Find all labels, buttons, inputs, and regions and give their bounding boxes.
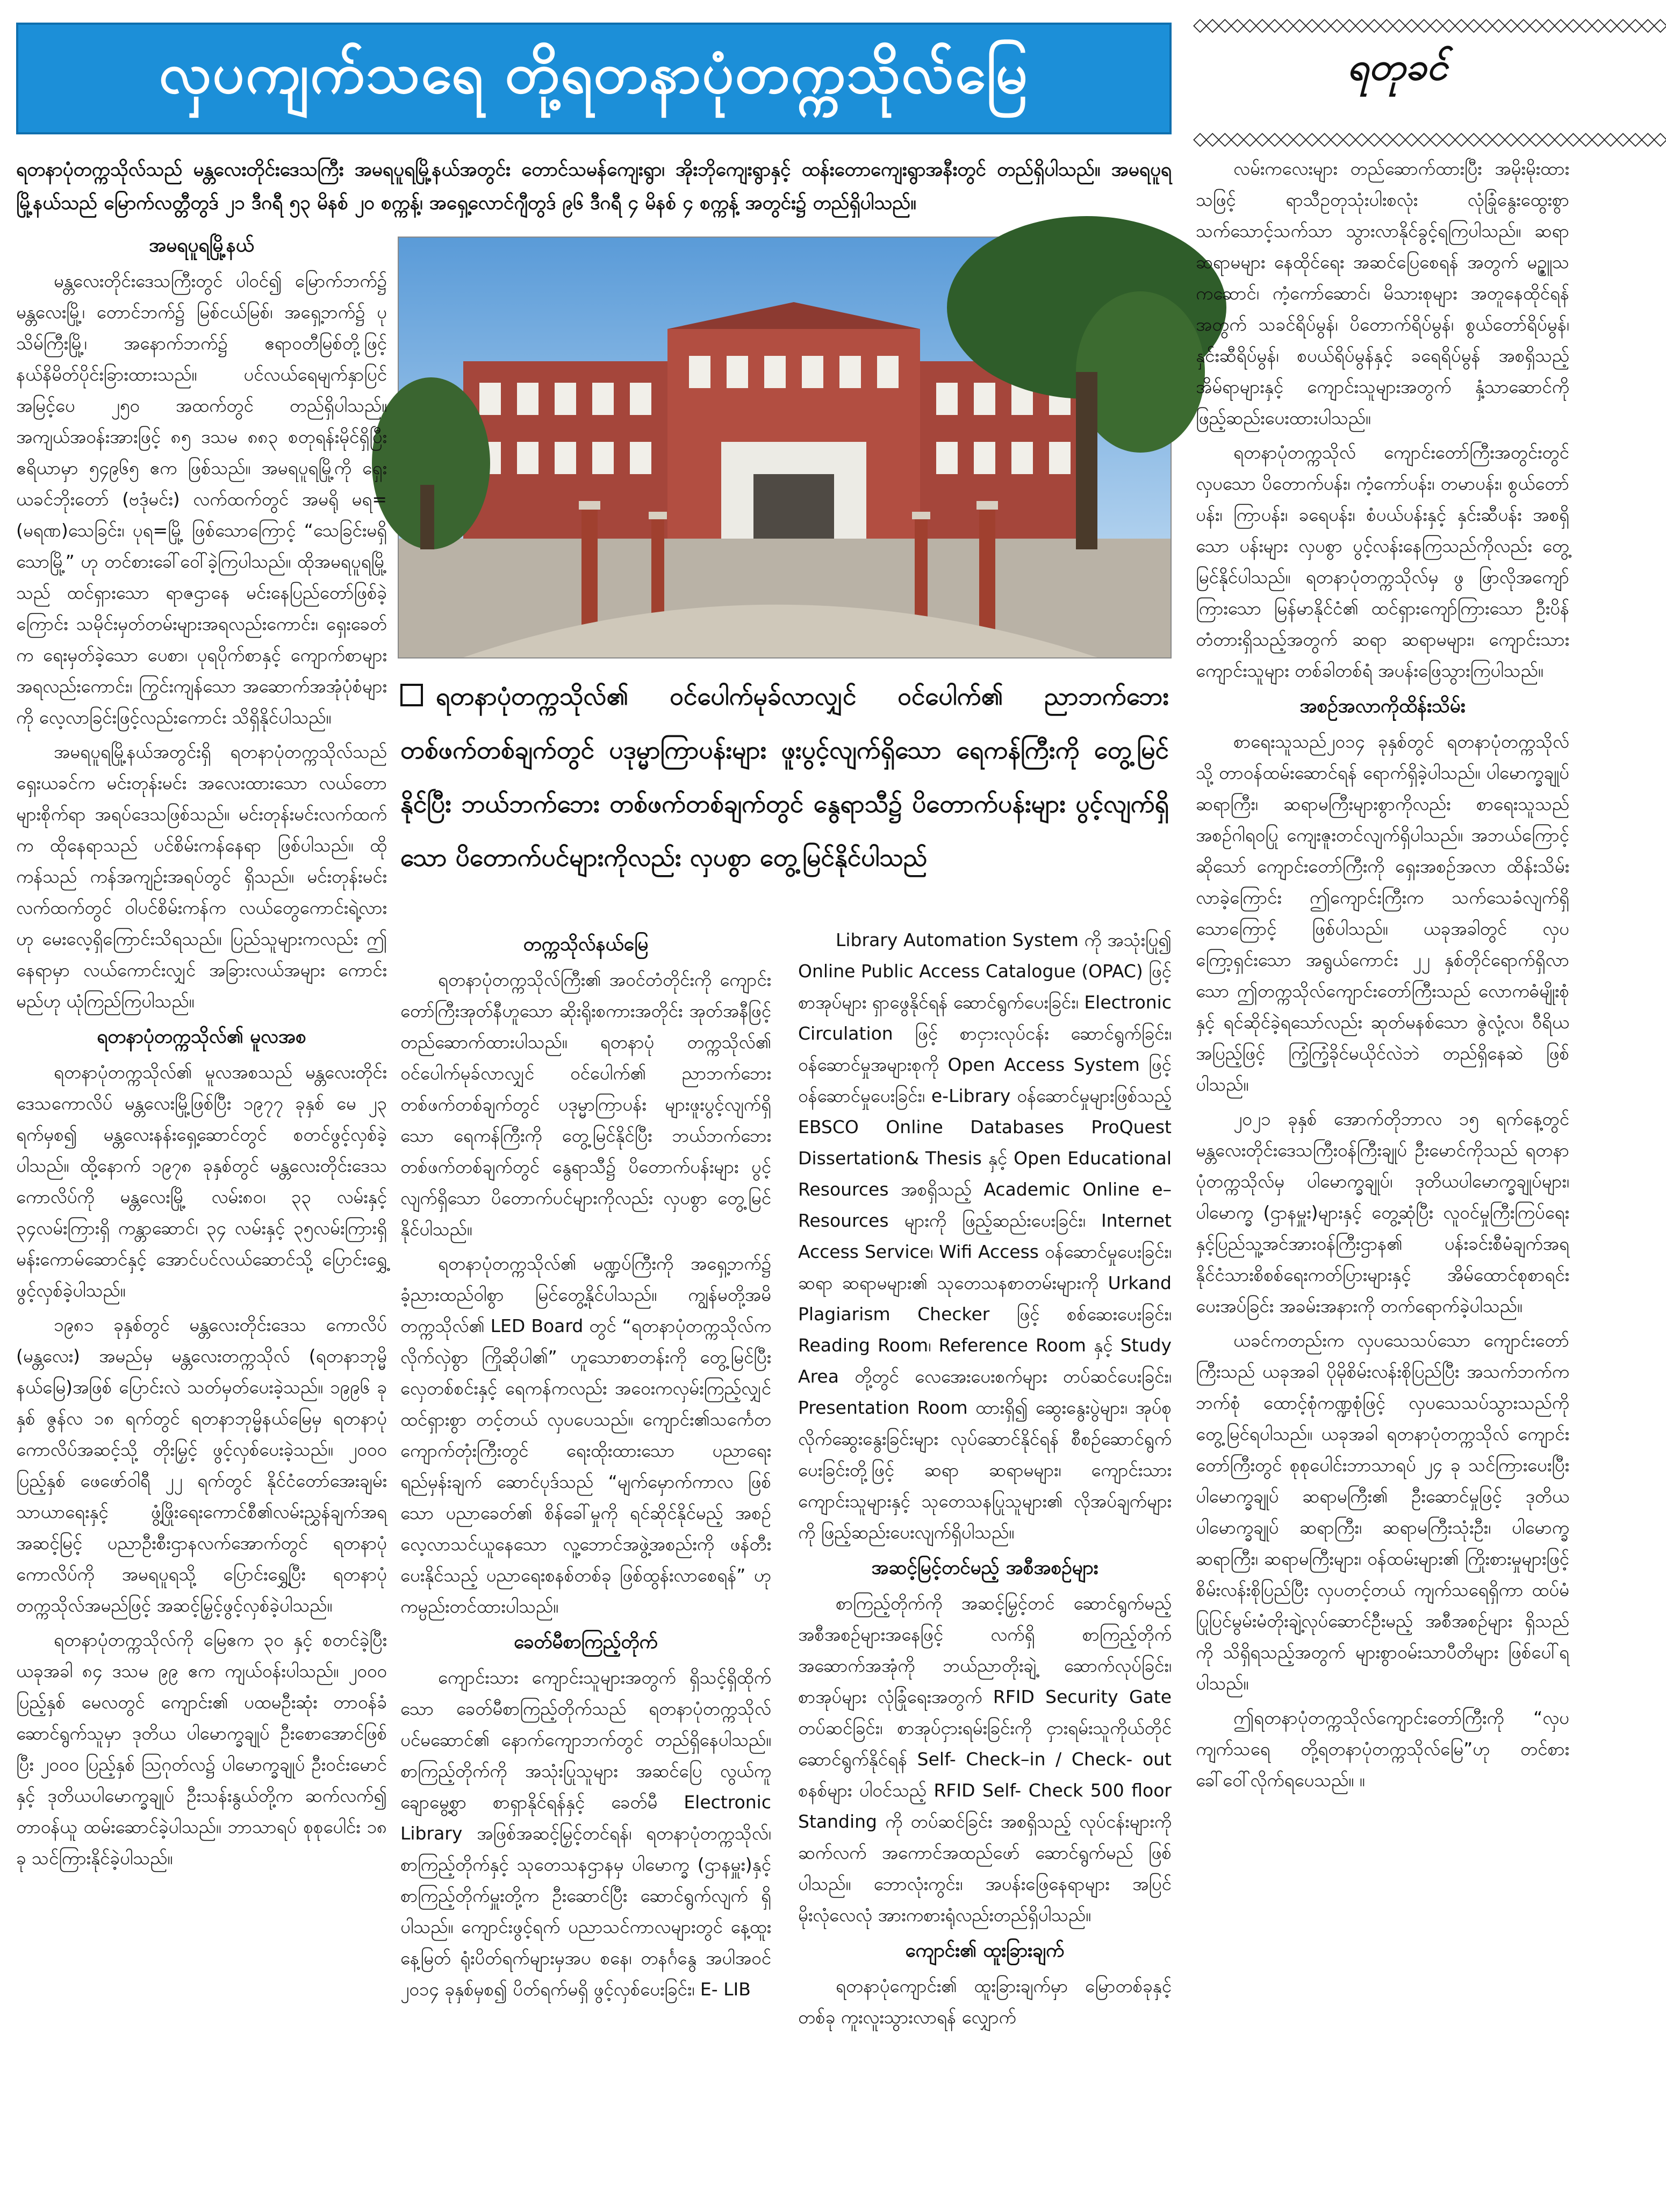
subhead-library: ခေတ်မီစာကြည့်တိုက် [514, 1631, 658, 1653]
column-3-paragraph: စာကြည့်တိုက်ကို အဆင့်မြှင့်တင် ဆောင်ရွက်မည့် အစီအစဉ်များအနေဖြင့် လက်ရှိ စာကြည့်တိုက် အဆောက်အအုံကို ဘယ်ညာတိုးချဲ့ ဆောက်လုပ်ခြင်း၊ စာအုပ်များ လုံခြုံရေးအတွက် RFID Security Gate တပ်ဆင်ခြင်း၊ စာအုပ်ငှားရမ်းခြင်းကို ငှားရမ်းသူကိုယ်တိုင် ဆောင်ရွက်နိုင်ရန် Self- Check–in / Check- out စနစ်များ ပါဝင်သည့် RFID Self- Check 500 floor Standing ကို တပ်ဆင်ခြင်း အစရှိသည့် လုပ်ငန်းများကို ဆက်လက် အကောင်အထည်ဖော် ဆောင်ရွက်မည် ဖြစ်ပါသည်။ ဘောလုံးကွင်း၊ အပန်းဖြေနေရာများ အပြင် မိုးလုံလေလုံ အားကစားရုံလည်းတည်ရှိပါသည်။ [798, 1593, 1172, 1925]
column-3-paragraph: ရတနာပုံကျောင်း၏ ထူးခြားချက်မှာ မြောတစ်ခုနှင့်တစ်ခု ကူးလူးသွားလာရန် လျှောက် [798, 1975, 1172, 2028]
column-1-paragraph: မန္တလေးတိုင်းဒေသကြီးတွင် ပါဝင်၍ မြောက်ဘက်၌ မန္တလေးမြို့၊ တောင်ဘက်၌ မြစ်ငယ်မြစ်၊ အရှေ့ဘက်၌ ပုသိမ်ကြီးမြို့၊ အနောက်ဘက်၌ ဧရာဝတီမြစ်တို့ဖြင့် နယ်နိမိတ်ပိုင်းခြားထားသည်။ ပင်လယ်ရေမျက်နှာပြင် အမြင့်ပေ ၂၅၀ အထက်တွင် တည်ရှိပါသည်။ အကျယ်အဝန်းအားဖြင့် ၈၅ ဒသမ ၈၈၃ စတုရန်းမိုင်ရှိပြီး ဧရိယာမှာ ၅၄၉၆၅ ဧက ဖြစ်သည်။ အမရပူရမြို့ကို ရှေးယခင်ဘိုးတော် (ဗဒုံမင်း) လက်ထက်တွင် အမရို မရ= (မရဏ)သေခြင်း၊ ပုရ=မြို့ ဖြစ်သောကြောင့် “သေခြင်းမရှိသောမြို့” ဟု တင်စားခေါ်ဝေါ်ခဲ့ကြပါသည်။ ထိုအမရပူရမြို့သည် ထင်ရှားသော ရာဇဌာနေ မင်းနေပြည်တော်ဖြစ်ခဲ့ကြောင်း သမိုင်းမှတ်တမ်းများအရလည်းကောင်း၊ ရှေးခေတ်က ရေးမှတ်ခဲ့သော ပေစာ၊ ပုရပိုက်စာနှင့် ကျောက်စာများအရလည်းကောင်း၊ ကြွင်းကျန်သော အဆောက်အအုံပုံစံများကို လေ့လာခြင်းဖြင့်လည်းကောင်း သိရှိနိုင်ပါသည်။ [16, 270, 387, 728]
column-1-paragraph: ရတနာပုံတက္ကသိုလ်ကို မြေဧက ၃၀ နှင့် စတင်ခဲ့ပြီး ယခုအခါ ၈၄ ဒသမ ၉၉ ဧက ကျယ်ဝန်းပါသည်။ ၂၀၀၀ ပြည့်နှစ် မေလတွင် ကျောင်း၏ ပထမဦးဆုံး တာဝန်ခံဆောင်ရွက်သူမှာ ဒုတိယ ပါမောက္ခချုပ် ဦးစောအောင်ဖြစ်ပြီး ၂၀၀၀ ပြည့်နှစ် ဩဂုတ်လ၌ ပါမောက္ခချုပ် ဦးဝင်းမောင်နှင့် ဒုတိယပါမောက္ခချုပ် ဦးသန်းနွယ်တို့က ဆက်လက်၍ တာဝန်ယူ ထမ်းဆောင်ခဲ့ပါသည်။ ဘာသာရပ် စုစုပေါင်း ၁၈ ခု သင်ကြားနိုင်ခဲ့ပါသည်။ [16, 1629, 387, 1869]
author-byline: ရတုခင် [1347, 45, 1448, 89]
top-ornament-border: ◇◇◇◇◇◇◇◇◇◇◇◇◇◇◇◇◇◇◇◇◇◇◇◇◇◇◇◇◇◇◇◇◇◇◇◇◇◇ [1193, 14, 1666, 35]
campus-building-photo [398, 237, 1172, 658]
column-1-paragraph: ၁၉၈၁ ခုနှစ်တွင် မန္တလေးတိုင်းဒေသ ကောလိပ် (မန္တလေး) အမည်မှ မန္တလေးတက္ကသိုလ် (ရတနာဘုမ္မိနယ်မြေ)အဖြစ် ပြောင်းလဲ သတ်မှတ်ပေးခဲ့သည်။ ၁၉၉၆ ခုနှစ် ဇွန်လ ၁၈ ရက်တွင် ရတနာဘုမ္မိနယ်မြေမှ ရတနာပုံကောလိပ်အဆင့်သို့ တိုးမြှင့် ဖွင့်လှစ်ပေးခဲ့သည်။ ၂၀၀၀ ပြည့်နှစ် ဖေဖော်ဝါရီ ၂၂ ရက်တွင် နိုင်ငံတော်အေးချမ်းသာယာရေးနှင့် ဖွံ့ဖြိုးရေးကောင်စီ၏လမ်းညွှန်ချက်အရ အဆင့်မြင့် ပညာဦးစီးဌာနလက်အောက်တွင် ရတနာပုံ ကောလိပ်ကို အမရပူရသို့ ပြောင်းရွှေ့ပြီး ရတနာပုံ တက္ကသိုလ်အမည်ဖြင့် အဆင့်မြှင့်ဖွင့်လှစ်ခဲ့ပါသည်။ [16, 1314, 387, 1616]
column-1-paragraph: အမရပူရမြို့နယ်အတွင်းရှိ ရတနာပုံတက္ကသိုလ်သည် ရှေးယခင်က မင်းတုန်းမင်း အလေးထားသော လယ်တောများစိုက်ရာ အရပ်ဒေသဖြစ်သည်။ မင်းတုန်းမင်းလက်ထက်က ထိုနေရာသည် ပင်စိမ်းကန်နေရာ ဖြစ်ပါသည်။ ထိုကန်သည် ကန်အကျဉ်းအရပ်တွင် ရှိသည်။ မင်းတုန်းမင်းလက်ထက်တွင် ဝါပင်စိမ်းကန်က လယ်တွေကောင်းရဲ့လားဟု မေးလေ့ရှိကြောင်းသိရသည်။ ပြည်သူများကလည်း ဤနေရာမှာ လယ်ကောင်းလျှင် အခြားလယ်အများ ကောင်းမည်ဟု ယုံကြည်ကြပါသည်။ [16, 741, 387, 1012]
article-title: လှပကျက်သရေ တို့ရတနာပုံတက္ကသိုလ်မြေ [159, 40, 1029, 106]
photo-caption [400, 669, 1169, 884]
column-4 [1196, 153, 1569, 1799]
subhead-tradition: အစဉ်အလာကိုထိန်းသိမ်း [1299, 696, 1466, 717]
column-2 [400, 925, 771, 2008]
column-4-paragraph: ဤရတနာပုံတက္ကသိုလ်ကျောင်းတော်ကြီးကို “လှပကျက်သရေ တို့ရတနာပုံတက္ကသိုလ်မြေ”ဟု တင်စားခေါ်ဝေါ်လိုက်ရပေသည်။ ။ [1196, 1707, 1569, 1791]
subhead-special-feature: ကျောင်း၏ ထူးခြားချက် [905, 1940, 1065, 1962]
headline-banner [16, 23, 1172, 134]
subhead-origin: ရတနာပုံတက္ကသိုလ်၏ မူလအစ [97, 1026, 306, 1048]
column-2-paragraph: ကျောင်းသား ကျောင်းသူများအတွက် ရှိသင့်ရှိထိုက်သော ခေတ်မီစာကြည့်တိုက်သည် ရတနာပုံတက္ကသိုလ် ပင်မဆောင်၏ နောက်ကျောဘက်တွင် တည်ရှိနေပါသည်။ စာကြည့်တိုက်ကို အသုံးပြုသူများ အဆင်ပြေ လွယ်ကူချောမွေ့စွာ စာရှာနိုင်ရန်နှင့် ခေတ်မီ Electronic Library အဖြစ်အဆင့်မြှင့်တင်ရန်၊ ရတနာပုံတက္ကသိုလ်၊ စာကြည့်တိုက်နှင့် သုတေသနဌာနမှ ပါမောက္ခ (ဌာနမှူး)နှင့် စာကြည့်တိုက်မှူးတို့က ဦးဆောင်ပြီး ဆောင်ရွက်လျက် ရှိပါသည်။ ကျောင်းဖွင့်ရက် ပညာသင်ကာလများတွင် နေ့ထူးနေ့မြတ် ရုံးပိတ်ရက်များမှအပ စနေ၊ တနင်္ဂနွေ အပါအဝင် ၂၀၁၄ ခုနှစ်မှစ၍ ပိတ်ရက်မရှိ ဖွင့်လှစ်ပေးခြင်း၊ E- LIB [400, 1667, 771, 2000]
subhead-future-plans: အဆင့်မြင့်တင်မည့် အစီအစဉ်များ [871, 1557, 1098, 1579]
column-1-paragraph: ရတနာပုံတက္ကသိုလ်၏ မူလအစသည် မန္တလေးတိုင်း ဒေသကောလိပ် မန္တလေးမြို့ဖြစ်ပြီး ၁၉၇၇ ခုနှစ် မေ ၂၃ ရက်မှစ၍ မန္တလေးနန်းရှေ့ဆောင်တွင် စတင်ဖွင့်လှစ်ခဲ့ပါသည်။ ထို့နောက် ၁၉၇၈ ခုနှစ်တွင် မန္တလေးတိုင်းဒေသကောလိပ်ကို မန္တလေးမြို့ လမ်း၈၀၊ ၃၃ လမ်းနှင့် ၃၄လမ်းကြားရှိ ကန္တာဆောင်၊ ၃၄ လမ်းနှင့် ၃၅လမ်းကြားရှိ မန်းကောမ်ဆောင်နှင့် အောင်ပင်လယ်ဆောင်သို့ ပြောင်းရွှေ့ ဖွင့်လှစ်ခဲ့ပါသည်။ [16, 1062, 387, 1301]
column-4-paragraph: ယခင်ကတည်းက လှပသေသပ်သော ကျောင်းတော်ကြီးသည် ယခုအခါ ပိုမိုစိမ်းလန်းစိုပြည်ပြီး အသက်ဘက်က ဘက်စုံ ထောင့်စုံကဏ္ဍစုံဖြင့် လှပသေသပ်သွားသည်ကို တွေ့မြင်ရပါသည်။ ယခုအခါ ရတနာပုံတက္ကသိုလ် ကျောင်းတော်ကြီးတွင် စုစုပေါင်းဘာသာရပ် ၂၄ ခု သင်ကြားပေးပြီး ပါမောက္ခချုပ် ဆရာမကြီး၏ ဦးဆောင်မှုဖြင့် ဒုတိယ ပါမောက္ခချုပ် ဆရာကြီး၊ ဆရာမကြီးသုံးဦး၊ ပါမောက္ခ ဆရာကြီး၊ ဆရာမကြီးများ၊ ဝန်ထမ်းများ၏ ကြိုးစားမှုများဖြင့် စိမ်းလန်းစိုပြည်ပြီး လှပတင့်တယ် ကျက်သရေရှိကာ ထပ်မံ ပြုပြင်မွမ်းမံတိုးချဲ့လုပ်ဆောင်ဦးမည့် အစီအစဉ်များ ရှိသည်ကို သိရှိရသည့်အတွက် များစွာဝမ်းသာပီတိများ ဖြစ်ပေါ်ရပါသည်။ [1196, 1330, 1569, 1694]
column-2-paragraph: ရတနာပုံတက္ကသိုလ်၏ မဏ္ဍပ်ကြီးကို အရှေ့ဘက်၌ ခံ့ညားထည်ဝါစွာ မြင်တွေ့နိုင်ပါသည်။ ကျွန်မတို့အမိတက္ကသိုလ်၏ LED Board တွင် “ရတနာပုံတက္ကသိုလ်က လိုက်လှဲစွာ ကြိုဆိုပါ၏” ဟူသောစာတန်းကို တွေ့မြင်ပြီး လှေတစ်စင်းနှင့် ရေကန်ကလည်း အဝေးကလှမ်းကြည့်လျှင် ထင်ရှားစွာ တင့်တယ် လှပပေသည်။ ကျောင်း၏သင်္ကေတ ကျောက်တုံးကြီးတွင် ရေးထိုးထားသော ပညာရေး ရည်မှန်းချက် ဆောင်ပုဒ်သည် “မျက်မှောက်ကာလ ဖြစ်သော ပညာခေတ်၏ စိန်ခေါ်မှုကို ရင်ဆိုင်နိုင်မည့် အစဉ်လေ့လာသင်ယူနေသော လူ့ဘောင်အဖွဲ့အစည်းကို ဖန်တီးပေးနိုင်သည့် ပညာရေးစနစ်တစ်ခု ဖြစ်ထွန်းလာစေရန်” ဟု ကမ္ပည်းတင်ထားပါသည်။ [400, 1253, 771, 1617]
column-4-paragraph: လမ်းကလေးများ တည်ဆောက်ထားပြီး အမိုးမိုးထားသဖြင့် ရာသီဥတုသုံးပါးစလုံး လုံခြုံနွေးထွေးစွာ သက်သောင့်သက်သာ သွားလာနိုင်ခွင့်ရကြပါသည်။ ဆရာ ဆရာမများ နေထိုင်ရေး အဆင်ပြေစေရန် အတွက် မဥ္ဇူသကဆောင်၊ ကံ့ကော်ဆောင်၊ မိသားစုများ အတူနေထိုင်ရန်အတွက် သခင်ရိပ်မွန်၊ ပိတောက်ရိပ်မွန်၊ စွယ်တော်ရိပ်မွန်၊ နှင်းဆီရိပ်မွန်၊ စပယ်ရိပ်မွန်နှင့် ခရေရိပ်မွန် အစရှိသည့် အိမ်ရာများနှင့် ကျောင်းသူများအတွက် နှံ့သာဆောင်ကို ဖြည့်ဆည်းပေးထားပါသည်။ [1196, 158, 1569, 428]
subhead-amarapura: အမရပူရမြို့နယ် [149, 235, 254, 256]
column-1 [16, 226, 387, 1877]
caption-square-icon [400, 684, 423, 706]
column-3-paragraph: Library Automation System ကို အသုံးပြု၍ Online Public Access Catalogue (OPAC) ဖြင့် စာအုပ်များ ရှာဖွေနိုင်ရန် ဆောင်ရွက်ပေးခြင်း၊ Electronic Circulation ဖြင့် စာငှားလုပ်ငန်း ဆောင်ရွက်ခြင်း၊ ဝန်ဆောင်မှုအများစုကို Open Access System ဖြင့် ဝန်ဆောင်မှုပေးခြင်း၊ e-Library ဝန်ဆောင်မှုများဖြစ်သည့် EBSCO Online Databases ProQuest Dissertation& Thesis နှင့် Open Educational Resources အစရှိသည့် Academic Online e– Resources များကို ဖြည့်ဆည်းပေးခြင်း၊ Internet Access Service၊ Wifi Access ဝန်ဆောင်မှုပေးခြင်း၊ ဆရာ ဆရာမများ၏ သုတေသနစာတမ်းများကို Urkand Plagiarism Checker ဖြင့် စစ်ဆေးပေးခြင်း၊ Reading Room၊ Reference Room နှင့် Study Area တို့တွင် လေအေးပေးစက်များ တပ်ဆင်ပေးခြင်း၊ Presentation Room ထားရှိ၍ ဆွေးနွေးပွဲများ၊ အုပ်စုလိုက်ဆွေးနွေးခြင်းများ လုပ်ဆောင်နိုင်ရန် စီစဉ်ဆောင်ရွက်ပေးခြင်းတို့ဖြင့် ဆရာ ဆရာမများ၊ ကျောင်းသား ကျောင်းသူများနှင့် သုတေသနပြုသူများ၏ လိုအပ်ချက်များကို ဖြည့်ဆည်းပေးလျက်ရှိပါသည်။ [798, 929, 1172, 1543]
column-4-paragraph: စာရေးသူသည်၂၀၁၄ ခုနှစ်တွင် ရတနာပုံတက္ကသိုလ်သို့ တာဝန်ထမ်းဆောင်ရန် ရောက်ရှိခဲ့ပါသည်။ ပါမောက္ခချုပ်ဆရာကြီး၊ ဆရာမကြီးများစွာကိုလည်း စာရေးသူသည် အစဉ်ဂါရဝပြု ကျေးဇူးတင်လျက်ရှိပါသည်။ အဘယ်ကြောင့်ဆိုသော် ကျောင်းတော်ကြီးကို ရှေးအစဉ်အလာ ထိန်းသိမ်းလာခဲ့ကြောင်း ဤကျောင်းကြီးက သက်သေခံလျက်ရှိသောကြောင့် ဖြစ်ပါသည်။ ယခုအခါတွင် လှပကြော့ရှင်းသော အရွယ်ကောင်း ၂၂ နှစ်တိုင်ရောက်ရှိလာသော ဤတက္ကသိုလ်ကျောင်းတော်ကြီးသည် လောကဓံမျိုးစုံနှင့် ရင်ဆိုင်ခဲ့ရသော်လည်း ဆုတ်မနစ်သော ဇွဲလုံ့လ၊ ဝီရိယအပြည့်ဖြင့် ကြံ့ကြံ့ခိုင်မယိုင်လဲဘဲ တည်ရှိနေဆဲ ဖြစ်ပါသည်။ [1196, 731, 1569, 1095]
bottom-ornament-border: ◇◇◇◇◇◇◇◇◇◇◇◇◇◇◇◇◇◇◇◇◇◇◇◇◇◇◇◇◇◇◇◇◇◇◇◇◇◇ [1193, 128, 1666, 149]
column-4-paragraph: ရတနာပုံတက္ကသိုလ် ကျောင်းတော်ကြီးအတွင်းတွင် လှပသော ပိတောက်ပန်း၊ ကံ့ကော်ပန်း၊ တမာပန်း၊ စွယ်တော်ပန်း၊ ကြာပန်း၊ ခရေပန်း၊ စံပယ်ပန်းနှင့် နှင်းဆီပန်း အစရှိသော ပန်းများ လှပစွာ ပွင့်လန်းနေကြသည်ကိုလည်း တွေ့မြင်နိုင်ပါသည်။ ရတနာပုံတက္ကသိုလ်မှ ဖွ ဖြာလိုအကျော်ကြားသော မြန်မာနိုင်ငံ၏ ထင်ရှားကျော်ကြားသော ဦးပိန်တံတားရှိသည့်အတွက် ဆရာ ဆရာမများ၊ ကျောင်းသား ကျောင်းသူများ တစ်ခါတစ်ရံ အပန်းဖြေသွားကြပါသည်။ [1196, 442, 1569, 681]
column-3 [798, 925, 1172, 2036]
lead-paragraph: ရတနာပုံတက္ကသိုလ်သည် မန္တလေးတိုင်းဒေသကြီး အမရပူရမြို့နယ်အတွင်း တောင်သမန်ကျေးရွာ၊ အိုးဘိုကျေးရွာနှင့် ထန်းတောကျေးရွာအနီးတွင် တည်ရှိပါသည်။ အမရပူရမြို့နယ်သည် မြောက်လတ္တီတွဒ် ၂၁ ဒီဂရီ ၅၃ မိနစ် ၂၀ စက္ကန့်၊ အရှေ့လောင်ဂျီတွဒ် ၉၆ ဒီဂရီ ၄ မိနစ် ၄ စက္ကန့် အတွင်း၌ တည်ရှိပါသည်။ [16, 159, 1172, 214]
column-4-paragraph: ၂၀၂၁ ခုနှစ် အောက်တိုဘာလ ၁၅ ရက်နေ့တွင် မန္တလေးတိုင်းဒေသကြီးဝန်ကြီးချုပ် ဦးမောင်ကိုသည် ရတနာပုံတက္ကသိုလ်မှ ပါမောက္ခချုပ်၊ ဒုတိယပါမောက္ခချုပ်များ၊ ပါမောက္ခ (ဌာနမှူး)များနှင့် တွေ့ဆုံပြီး လူဝင်မှုကြီးကြပ်ရေးနှင့်ပြည်သူ့အင်အားဝန်ကြီးဌာန၏ ပန်းခင်းစီမံချက်အရ နိုင်ငံသားစိစစ်ရေးကတ်ပြားများနှင့် အိမ်ထောင်စုစာရင်းပေးအပ်ခြင်း အခမ်းအနားကို တက်ရောက်ခဲ့ပါသည်။ [1196, 1108, 1569, 1316]
photo-caption-text: ရတနာပုံတက္ကသိုလ်၏ ဝင်ပေါက်မုခ်လာလျှင် ဝင်ပေါက်၏ ညာဘက်ဘေး တစ်ဖက်တစ်ချက်တွင် ပဒုမ္မာကြာပန်းများ ဖူးပွင့်လျက်ရှိသော ရေကန်ကြီးကို တွေ့မြင်နိုင်ပြီး ဘယ်ဘက်ဘေး တစ်ဖက်တစ်ချက်တွင် နွေရာသီ၌ ပိတောက်ပန်းများ ပွင့်လျက်ရှိသော ပိတောက်ပင်များကိုလည်း လှပစွာ တွေ့မြင်နိုင်ပါသည် [400, 682, 1169, 872]
column-2-paragraph: ရတနာပုံတက္ကသိုလ်ကြီး၏ အဝင်တံတိုင်းကို ကျောင်းတော်ကြီးအုတ်နီဟူသော ဆိုးရိုးစကားအတိုင်း အုတ်အနီဖြင့် တည်ဆောက်ထားပါသည်။ ရတနာပုံ တက္ကသိုလ်၏ ဝင်ပေါက်မုခ်လာလျှင် ဝင်ပေါက်၏ ညာဘက်ဘေးတစ်ဖက်တစ်ချက်တွင် ပဒုမ္မာကြာပန်း များဖူးပွင့်လျက်ရှိသော ရေကန်ကြီးကို တွေ့မြင်နိုင်ပြီး ဘယ်ဘက်ဘေး တစ်ဖက်တစ်ချက်တွင် နွေရာသီ၌ ပိတောက်ပန်းများ ပွင့်လျက်ရှိသော ပိတောက်ပင်များကိုလည်း လှပစွာ တွေ့မြင်နိုင်ပါသည်။ [400, 969, 771, 1240]
subhead-campus: တက္ကသိုလ်နယ်မြေ [523, 934, 649, 955]
